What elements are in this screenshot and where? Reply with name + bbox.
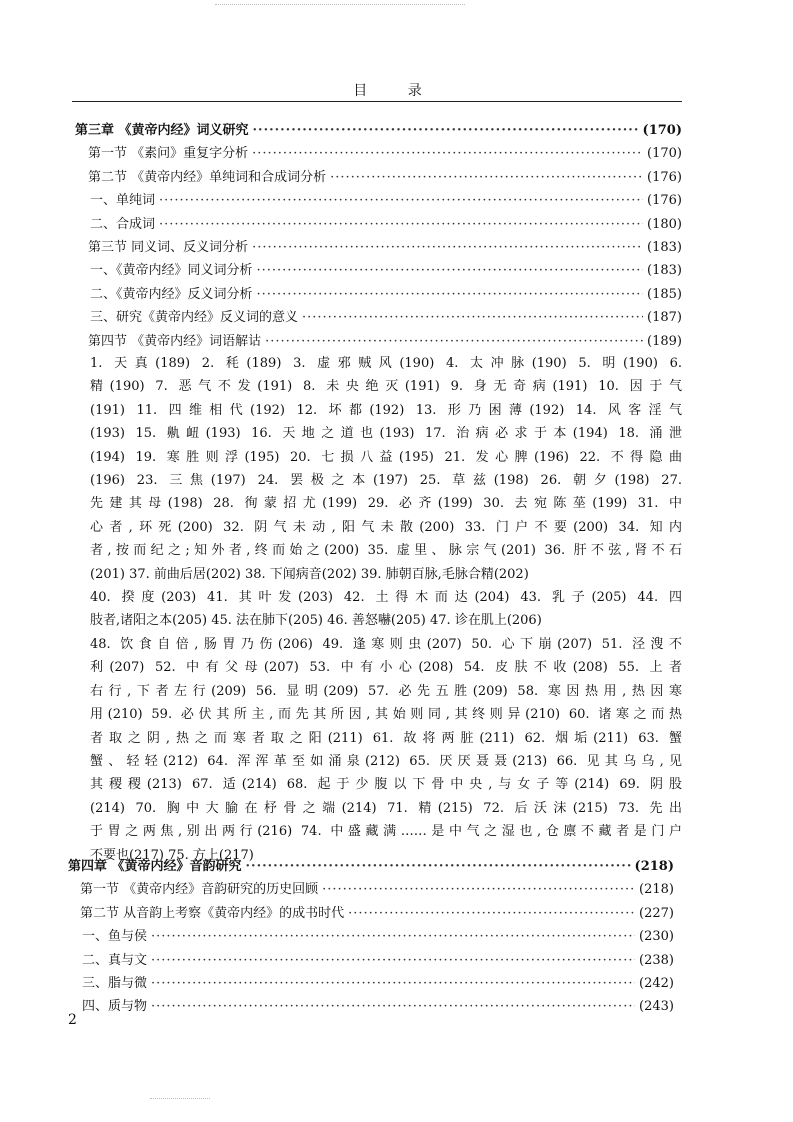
glossary-line: (196) 23. 三焦(197) 24. 罢极之本(197) 25. 草兹(198) 26. 朝夕(198) 27.	[90, 473, 682, 489]
toc-entry-page: (185)	[647, 286, 682, 302]
leader-dots	[257, 263, 644, 278]
toc-entry-title: 一、鱼与侯	[82, 929, 148, 945]
leader-dots	[159, 217, 643, 232]
leader-dots	[330, 170, 643, 185]
toc-entry-title: 三、脂与微	[82, 976, 148, 991]
toc-entry-title: 第三节 同义词、反义词分析	[88, 240, 249, 255]
toc-entry	[90, 213, 682, 233]
leader-dots	[265, 334, 643, 349]
glossary-line: 右行,下者左行(209) 56. 显明(209) 57. 必先五胜(209) 58. 寒因热用,热因寒	[90, 683, 682, 699]
toc-entry-page: (218)	[634, 859, 674, 874]
leader-dots	[253, 123, 639, 138]
toc-entry	[82, 925, 674, 945]
glossary-line: 心者,环死(200) 32. 阴气未动,阳气未散(200) 33. 门户不要(200) 34. 知内	[90, 519, 682, 535]
toc-entry-page: (230)	[639, 929, 674, 945]
glossary-line: 于胃之两焦,别出两行(216) 74. 中盛藏满……是中气之湿也,仓廪不藏者是门户	[90, 824, 682, 840]
header-rule	[72, 101, 682, 102]
leader-dots	[159, 193, 643, 208]
toc-entry	[88, 166, 682, 186]
toc-entry-title: 四、质与物	[82, 999, 148, 1015]
leader-dots	[252, 146, 643, 161]
toc-entry	[80, 878, 674, 898]
glossary-line: 利(207) 52. 中有父母(207) 53. 中有小心(208) 54. 皮肤不收(208) 55. 上者	[90, 660, 682, 676]
toc-entry	[75, 119, 682, 139]
glossary-line: 48. 饮食自倍,肠胃乃伤(206) 49. 逢寒则虫(207) 50. 心下崩(207) 51. 泾溲不	[90, 636, 682, 652]
toc-entry-title: 二、《黄帝内经》反义词分析	[90, 286, 253, 302]
glossary-line: 40. 揆度(203) 41. 其叶发(203) 42. 土得木而达(204) 43. 乳子(205) 44. 四	[90, 590, 682, 606]
glossary-line: (201) 37. 前曲后居(202) 38. 下闻病音(202) 39. 肺朝百脉,毛脉合精(202)	[90, 566, 529, 582]
glossary-line: (214) 70. 胸中大腧在杼骨之端(214) 71. 精(215) 72. 后沃沫(215) 73. 先出	[90, 800, 682, 816]
leader-dots	[151, 999, 635, 1014]
glossary-line: 肢者,诸阳之本(205) 45. 法在肺下(205) 46. 善怒嚇(205) 47. 诊在肌上(206)	[90, 613, 542, 629]
toc-entry-page: (170)	[647, 146, 682, 162]
glossary-line: 其稷稷(213) 67. 适(214) 68. 起于少腹以下骨中央,与女子等(214) 69. 阴股	[90, 777, 682, 793]
toc-entry	[82, 972, 674, 992]
glossary-line: (194) 19. 寒胜则浮(195) 20. 七损八益(195) 21. 发心脾(196) 22. 不得隐曲	[90, 449, 682, 465]
leader-dots	[151, 953, 635, 968]
toc-entry-title: 第四章 《黄帝内经》音韵研究	[68, 859, 242, 874]
toc-entry-page: (176)	[647, 193, 682, 209]
glossary-line: (193) 15. 鼽衄(193) 16. 天地之道也(193) 17. 治病必求于本(194) 18. 涌泄	[90, 426, 682, 442]
toc-entry	[88, 330, 682, 350]
toc-entry-page: (242)	[639, 976, 674, 991]
scan-artifact	[215, 4, 465, 5]
toc-entry-page: (170)	[642, 123, 682, 138]
toc-entry-page: (189)	[647, 333, 682, 349]
toc-entry-title: 第四节 《黄帝内经》词语解诂	[88, 333, 262, 349]
scan-artifact	[150, 1098, 210, 1099]
toc-entry	[80, 902, 674, 922]
leader-dots	[151, 929, 635, 944]
toc-entry	[90, 189, 682, 209]
leader-dots	[348, 906, 635, 921]
glossary-line: (191) 11. 四维相代(192) 12. 坏都(192) 13. 形乃困薄(192) 14. 风客淫气	[90, 402, 682, 418]
toc-entry	[82, 949, 674, 969]
toc-entry-title: 第一节 《素问》重复字分析	[88, 146, 249, 162]
toc-entry-title: 一、《黄帝内经》同义词分析	[90, 263, 253, 279]
leader-dots	[257, 287, 644, 302]
leader-dots	[302, 310, 643, 325]
toc-entry	[68, 855, 674, 875]
toc-entry-title: 第三章 《黄帝内经》词义研究	[75, 123, 249, 138]
toc-entry-page: (183)	[647, 263, 682, 279]
toc-entry-title: 第二节 从音韵上考察《黄帝内经》的成书时代	[80, 905, 345, 921]
toc-entry-page: (180)	[647, 216, 682, 232]
glossary-line: 精(190) 7. 恶气不发(191) 8. 未央绝灭(191) 9. 身无奇病(191) 10. 因于气	[90, 379, 682, 395]
leader-dots	[252, 240, 643, 255]
glossary-line: 用(210) 59. 必伏其所主,而先其所因,其始则同,其终则异(210) 60. 诸寒之而热	[90, 707, 682, 723]
toc-entry-page: (227)	[639, 905, 674, 921]
toc-entry-title: 第一节 《黄帝内经》音韵研究的历史回顾	[80, 882, 319, 898]
toc-entry-page: (218)	[639, 882, 674, 898]
toc-entry-title: 二、合成词	[90, 216, 156, 232]
toc-entry-page: (183)	[647, 240, 682, 255]
toc-entry-page: (176)	[647, 169, 682, 185]
glossary-paragraph	[90, 352, 682, 867]
toc-entry-page: (243)	[639, 999, 674, 1015]
page-header-title: 目 录	[353, 83, 440, 99]
toc-entry-title: 一、单纯词	[90, 193, 156, 209]
glossary-line: 先建其母(198) 28. 徇蒙招尤(199) 29. 必齐(199) 30. 去宛陈莝(199) 31. 中	[90, 496, 682, 512]
toc-entry-title: 二、真与文	[82, 952, 148, 968]
toc-entry-title: 三、研究《黄帝内经》反义词的意义	[90, 310, 299, 326]
glossary-line: 者,按而纪之;知外者,终而始之(200) 35. 虚里、脉宗气(201) 36. 肝不弦,肾不石	[90, 543, 682, 559]
page-number: 2	[68, 1012, 77, 1028]
glossary-line: 蟹、轻轻(212) 64. 浑浑革至如涌泉(212) 65. 厌厌聂聂(213) 66. 见其乌乌,见	[90, 753, 682, 769]
leader-dots	[322, 882, 635, 897]
toc-entry	[88, 142, 682, 162]
toc-entry	[90, 306, 682, 326]
glossary-line: 1. 天真(189) 2. 秏(189) 3. 虚邪贼风(190) 4. 太冲脉(190) 5. 明(190) 6.	[90, 356, 682, 371]
toc-entry	[90, 283, 682, 303]
leader-dots	[151, 976, 635, 991]
toc-entry	[82, 995, 674, 1015]
toc-entry-title: 第二节 《黄帝内经》单纯词和合成词分析	[88, 169, 327, 185]
toc-entry	[88, 236, 682, 256]
glossary-line: 不要也(217) 75. 方上(217)	[90, 847, 254, 863]
toc-entry-page: (187)	[647, 310, 682, 326]
leader-dots	[246, 859, 631, 874]
glossary-line: 者取之阴,热之而寒者取之阳(211) 61. 故将两脏(211) 62. 烟垢(211) 63. 蟹	[90, 730, 682, 746]
toc-entry-page: (238)	[639, 952, 674, 968]
toc-entry	[90, 259, 682, 279]
